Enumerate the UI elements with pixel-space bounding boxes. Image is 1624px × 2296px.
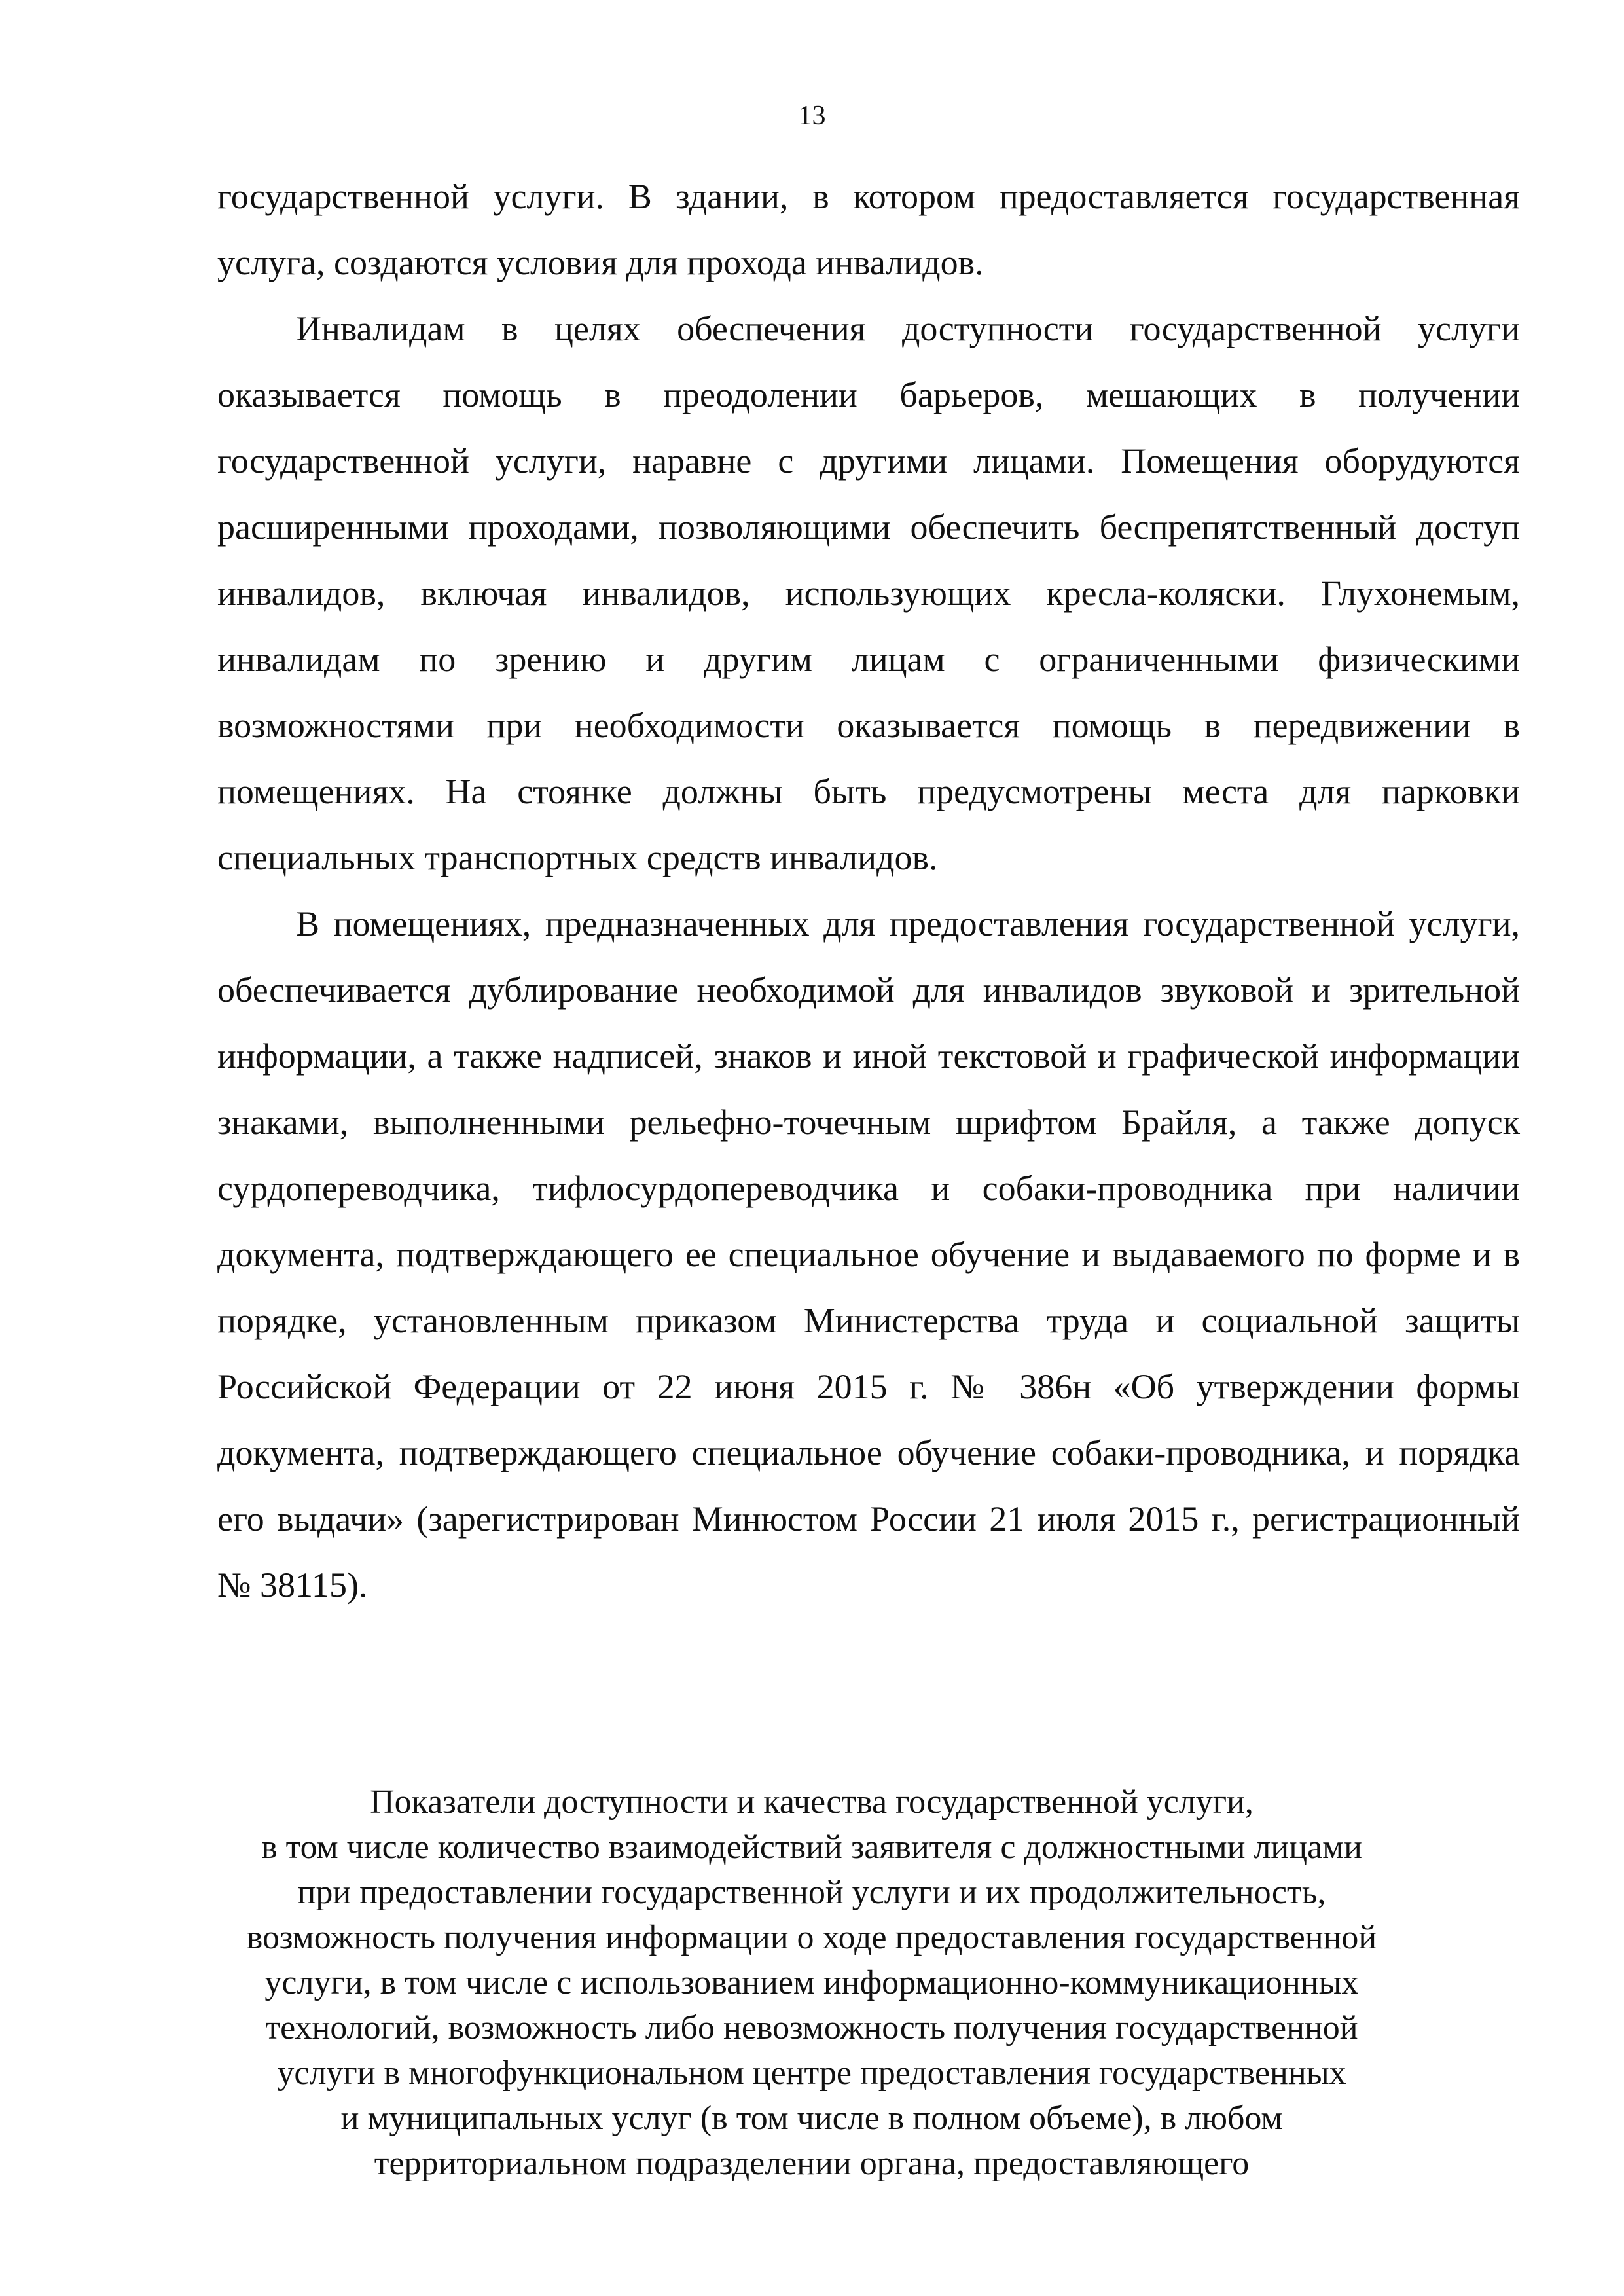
heading-line: и муниципальных услуг (в том числе в полном объеме), в любом (340, 2100, 1283, 2137)
heading-line: возможность получения информации о ходе предоставления государственной (246, 1919, 1377, 1956)
body-text (217, 164, 1520, 1618)
heading-line: Показатели доступности и качества государственной услуги, (370, 1783, 1254, 1821)
section-heading (196, 1779, 1427, 2186)
heading-line: услуги, в том числе с использованием информационно-коммуникационных (264, 1964, 1359, 2001)
heading-line: территориальном подразделении органа, предоставляющего (374, 2145, 1250, 2182)
paragraph-information-duplication: В помещениях, предназначенных для предоставления государственной услуги, обеспечивается дублирование необходимой для инвалидов звуковой и зрительной информации, а также надписей, знаков и иной текстовой и графической информации знаками, выполненными рельефно-точечным шрифтом Брайля, а также допуск сурдопереводчика, тифлосурдопереводчика и собаки-проводника при наличии документа, подтверждающего ее специальное обучение и выдаваемого по форме и в порядке, установленным приказом Министерства труда и социальной защиты Российской Федерации от 22 июня 2015 г. № 386н «Об утверждении формы документа, подтверждающего специальное обучение собаки-проводника, и порядка его выдачи» (зарегистрирован Минюстом России 21 июля 2015 г., регистрационный № 38115). (217, 904, 1520, 1605)
heading-line: при предоставлении государственной услуги и их продолжительность, (297, 1874, 1326, 1911)
page-number: 13 (798, 101, 826, 131)
heading-line: в том числе количество взаимодействий заявителя с должностными лицами (261, 1829, 1362, 1866)
heading-line: технологий, возможность либо невозможность получения государственной (265, 2009, 1358, 2047)
paragraph-accessibility-assistance: Инвалидам в целях обеспечения доступности государственной услуги оказывается помощь в преодолении барьеров, мешающих в получении государственной услуги, наравне с другими лицами. Помещения оборудуются расширенными проходами, позволяющими обеспечить беспрепятственный доступ инвалидов, включая инвалидов, использующих кресла-коляски. Глухонемым, инвалидам по зрению и другим лицам с ограниченными физическими возможностями при необходимости оказывается помощь в передвижении в помещениях. На стоянке должны быть предусмотрены места для парковки специальных транспортных средств инвалидов. (217, 309, 1520, 877)
paragraph-continuation: государственной услуги. В здании, в котором предоставляется государственная услуга, создаются условия для прохода инвалидов. (217, 177, 1520, 282)
heading-line: услуги в многофункциональном центре предоставления государственных (277, 2054, 1346, 2092)
